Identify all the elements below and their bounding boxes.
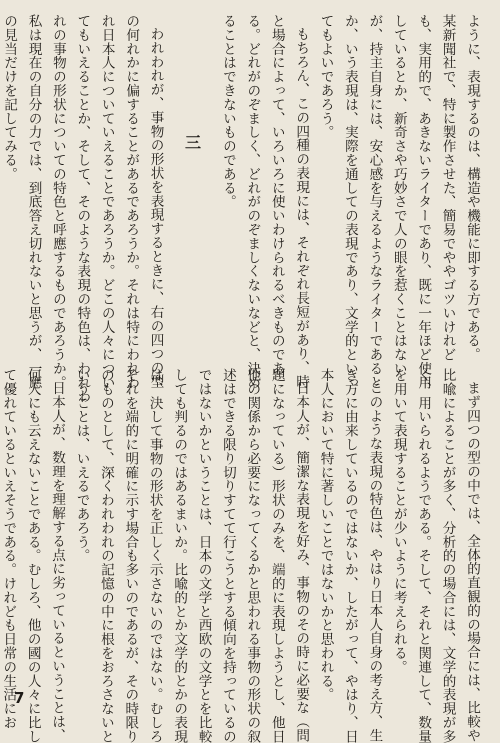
text-column: てもよいであろう。 (317, 14, 334, 140)
text-column: と場合によって、いろいろに使いわけられるべきものであ (268, 14, 285, 376)
page-number: 7 (14, 689, 25, 707)
text-column: 某新聞社で、特に製作させた、簡易でややゴツいけれど (439, 14, 456, 362)
text-column: 日本人が、数理を理解する点に劣っているということは、 (49, 381, 66, 743)
upper-text-block (0, 14, 484, 404)
text-column: しても判るのではあるまいか。比喩的とか文学的とかの表現 (171, 368, 188, 743)
text-column: いうことは、いえるであろう。 (73, 368, 90, 563)
text-column: われわれが、事物の形状を表現するときに、右の四つの型 (147, 27, 164, 389)
text-column: き方に由来しているのではないか、したがって、やはり、日 (341, 368, 358, 743)
text-column: は、決して事物の形状を正しく示さないのではない。むしろ (146, 368, 163, 743)
text-column: ることはできないものである。 (219, 14, 236, 209)
text-column: 本人において特に著しいことではないかと思われる。 (317, 368, 334, 702)
text-column: もちろん、この四種の表現には、それぞれ長短があり、時 (293, 27, 310, 389)
text-column: も、実用的で、あきないライターであり、既に一年ほど使用 (415, 14, 432, 390)
text-column: 私は現在の自分の力では、到底答え切れないと思うが、一應 (25, 14, 42, 390)
text-column: このような表現の特色は、やはり日本人自身の考え方、生 (366, 381, 383, 743)
text-column: 述はできる限り切りすてて行こうとする傾向を持っているの (219, 368, 236, 743)
text-column: て優れているといえそうである。けれども日常の生活にお (0, 368, 17, 730)
text-column: ように、表現するのは、構造や機能に即する方である。 (464, 14, 480, 362)
text-column: ではないかということは、日本の文学と西欧の文学とを比較 (195, 368, 212, 743)
text-column: しているとか、新奇さや巧妙さで人の眼を惹くことはない (390, 14, 407, 376)
text-column: の見当だけを記してみる。 (1, 14, 18, 181)
text-column: てもいえることか、そして、そのような表現の特色は、われわ (74, 14, 91, 404)
text-column: く、用いられるようである。そして、それと関連して、数量 (415, 368, 432, 743)
text-column: が、持主自身には、安心感を与えるようなライターであると (366, 14, 383, 390)
text-column: れの事物の形状についての特色と呼應するものであろうか。 (49, 14, 66, 390)
text-column: か、いう表現は、実際を通しての表現であり、文学的といっ (341, 14, 358, 390)
text-column: 他の関係から必要になってくるかと思われる事物の形状の叙 (244, 368, 261, 743)
text-column: それを端的に明確に示す場合も多いのであるが、その時限り (122, 368, 139, 743)
text-column: 日本人が、簡潔な表現を好み、事物のその時に必要な（問 (293, 381, 310, 743)
text-column: る。どれがのぞましく、どれがのぞましくないなどと、決め (244, 14, 261, 390)
text-column: れ日本人についていえることであろうか。どこの人々につい (98, 14, 115, 390)
section-heading: 三 (182, 134, 202, 151)
text-column: を用いて表現することが少いように考えられる。 (390, 368, 407, 674)
text-column: のものとして、深くわれわれの記憶の中に根をおろさないと (97, 368, 114, 743)
lower-text-block (0, 368, 484, 743)
text-column: まず四つの型の中では、全体的直観的の場合には、比較や (464, 381, 480, 743)
text-column: の何れかに偏することがあるであろうか。それは特にわれわ (123, 14, 140, 390)
text-column: 何人にも云えないことである。むしろ、他の國の人々に比し (24, 368, 41, 743)
text-column: 題になっている）形状のみを、端的に表現しようとし、他日 (268, 368, 285, 743)
text-column: 比喩によることが多く、分析的の場合には、文学的表現が多 (439, 368, 456, 743)
